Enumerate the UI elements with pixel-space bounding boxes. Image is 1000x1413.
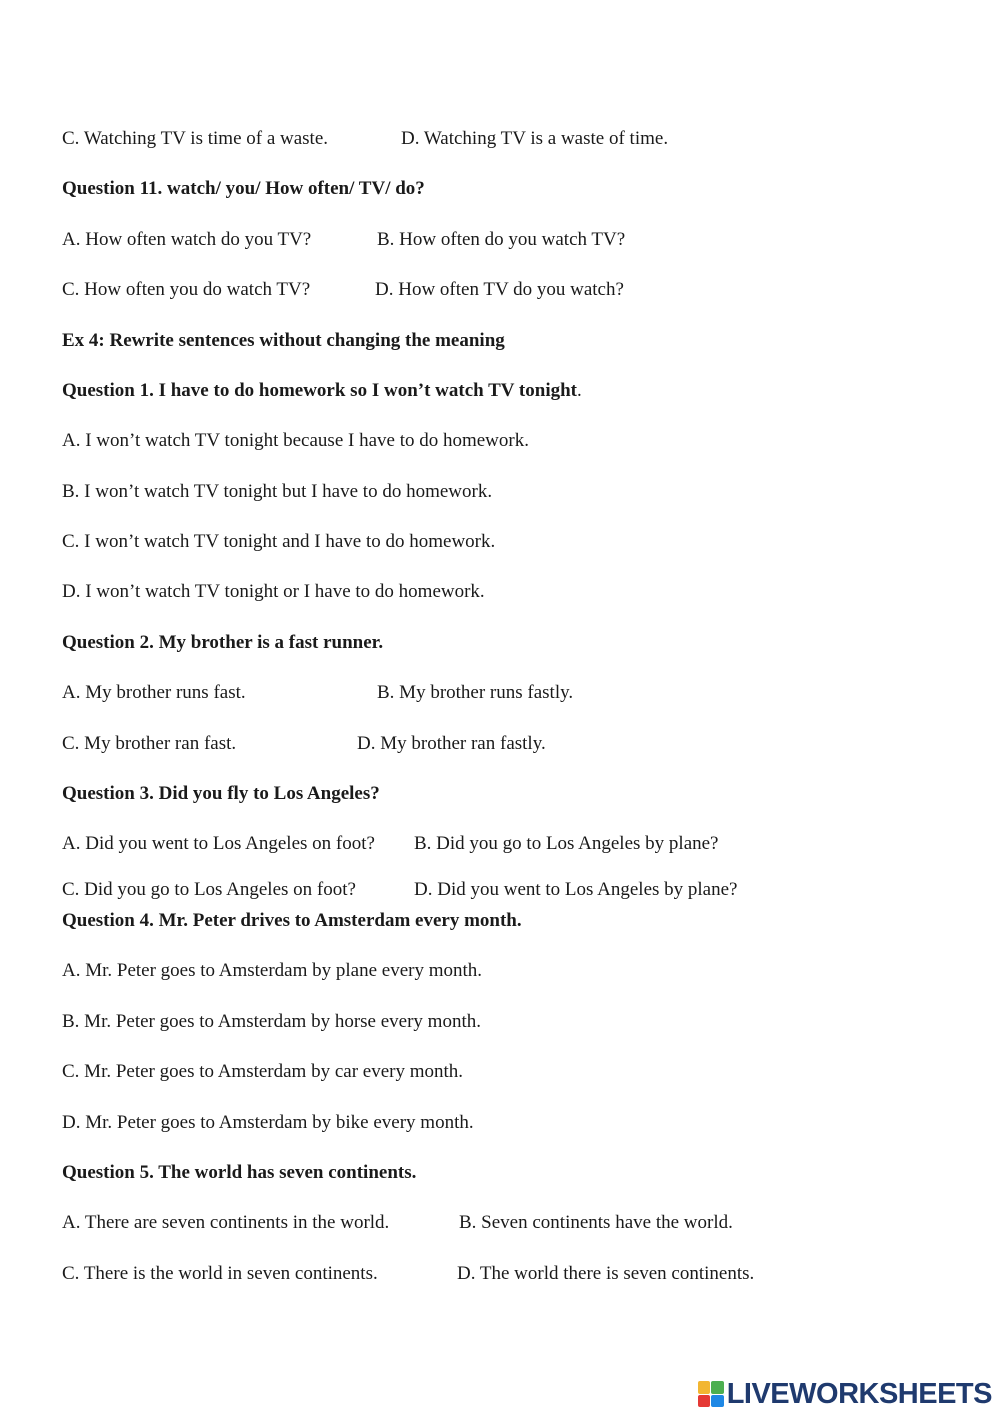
q2-option-c: C. My brother ran fast. xyxy=(62,733,237,754)
q1-title-line xyxy=(62,380,582,402)
logo-text: LIVEWORKSHEETS xyxy=(726,1377,992,1410)
q3-option-c: C. Did you go to Los Angeles on foot? xyxy=(62,879,356,900)
q5-option-a: A. There are seven continents in the world. xyxy=(62,1212,390,1233)
q5-option-d: D. The world there is seven continents. xyxy=(457,1263,755,1284)
q1-option-a: A. I won’t watch TV tonight because I have to do homework. xyxy=(62,430,529,451)
mark-square-2 xyxy=(711,1381,724,1394)
q3-option-a: A. Did you went to Los Angeles on foot? xyxy=(62,833,375,854)
q4-option-c: C. Mr. Peter goes to Amsterdam by car every month. xyxy=(62,1061,464,1082)
q4-option-d: D. Mr. Peter goes to Amsterdam by bike every month. xyxy=(62,1112,474,1133)
q4-option-a: A. Mr. Peter goes to Amsterdam by plane every month. xyxy=(62,960,483,981)
mark-square-1 xyxy=(698,1381,711,1394)
q1-option-b: B. I won’t watch TV tonight but I have to do homework. xyxy=(62,481,493,502)
q2-option-d: D. My brother ran fastly. xyxy=(357,733,546,754)
exercise-heading: Ex 4: Rewrite sentences without changing the meaning xyxy=(62,330,505,351)
q5-option-c: C. There is the world in seven continents. xyxy=(62,1263,378,1284)
q2-title: Question 2. My brother is a fast runner. xyxy=(62,632,384,653)
q5-option-b: B. Seven continents have the world. xyxy=(459,1212,733,1233)
q11-option-a: A. How often watch do you TV? xyxy=(62,229,312,250)
q4-title: Question 4. Mr. Peter drives to Amsterdam every month. xyxy=(62,910,522,931)
q11-option-c: C. How often you do watch TV? xyxy=(62,279,311,300)
mark-square-3 xyxy=(698,1395,711,1408)
q1-title: Question 1. I have to do homework so I won’t watch TV tonight xyxy=(62,380,577,401)
q10-option-c: C. Watching TV is time of a waste. xyxy=(62,128,329,149)
q4-option-b: B. Mr. Peter goes to Amsterdam by horse every month. xyxy=(62,1011,481,1032)
q1-option-d: D. I won’t watch TV tonight or I have to do homework. xyxy=(62,581,485,602)
q3-option-b: B. Did you go to Los Angeles by plane? xyxy=(414,833,719,854)
q5-title: Question 5. The world has seven continents. xyxy=(62,1162,417,1183)
q10-option-d: D. Watching TV is a waste of time. xyxy=(401,128,669,149)
q1-title-end: . xyxy=(577,380,582,401)
q11-option-d: D. How often TV do you watch? xyxy=(375,279,624,300)
q2-option-a: A. My brother runs fast. xyxy=(62,682,246,703)
q3-title: Question 3. Did you fly to Los Angeles? xyxy=(62,783,380,804)
q11-title: Question 11. watch/ you/ How often/ TV/ do? xyxy=(62,178,425,199)
q1-option-c: C. I won’t watch TV tonight and I have to do homework. xyxy=(62,531,496,552)
q2-option-b: B. My brother runs fastly. xyxy=(377,682,574,703)
mark-square-4 xyxy=(711,1395,724,1408)
liveworksheets-mark-icon xyxy=(698,1381,724,1407)
liveworksheets-logo xyxy=(698,1378,992,1410)
q3-option-d: D. Did you went to Los Angeles by plane? xyxy=(414,879,738,900)
q11-option-b: B. How often do you watch TV? xyxy=(377,229,626,250)
